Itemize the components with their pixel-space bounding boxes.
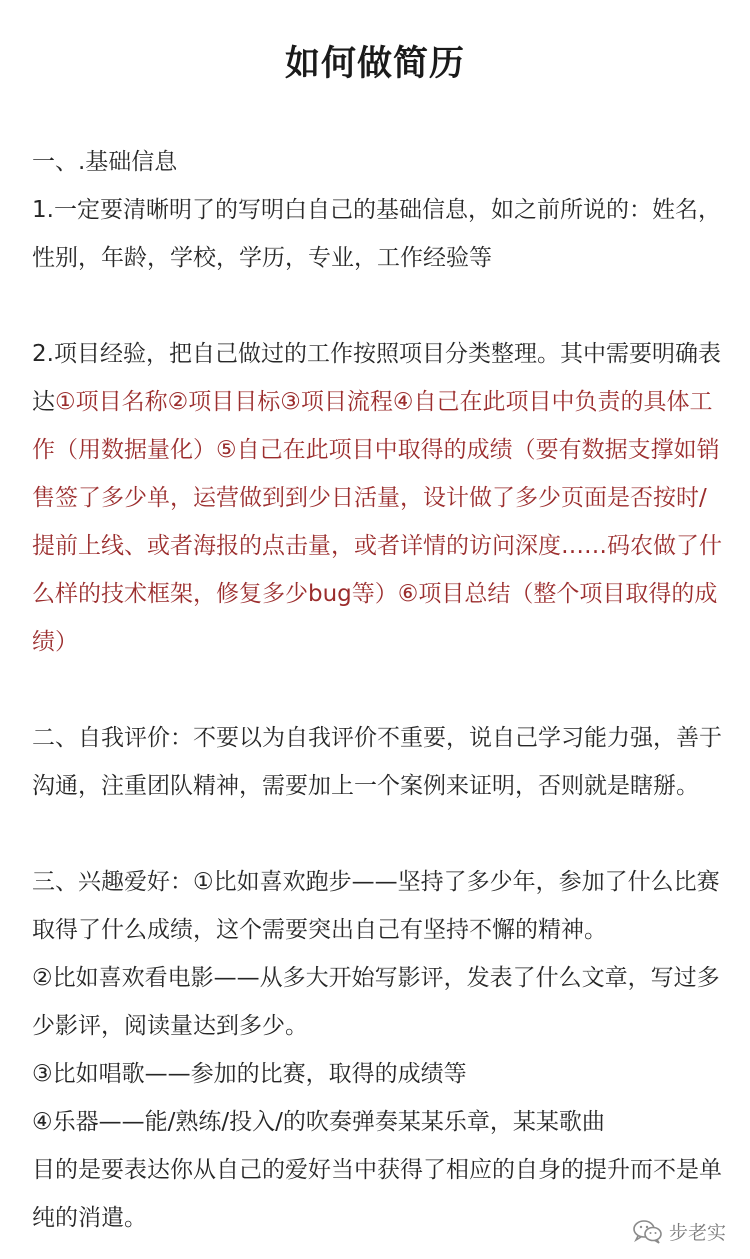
section3-line4: ④乐器——能/熟练/投入/的吹奏弹奏某某乐章，某某歌曲 [32, 1109, 605, 1135]
paragraph-gap [32, 666, 722, 714]
document-body [32, 138, 722, 1242]
section3-line5: 目的是要表达你从自己的爱好当中获得了相应的自身的提升而不是单纯的消遣。 [32, 1157, 722, 1231]
paragraph-gap [32, 810, 722, 858]
section1-item1: 1.一定要清晰明了的写明白自己的基础信息，如之前所说的：姓名，性别，年龄，学校，学历，专业，工作经验等 [32, 197, 721, 271]
item2-lead: 2.项目经验，把自己做过的工作按照项目分类整理。其中需要明确表达 [32, 341, 721, 415]
section1-heading: 一、.基础信息 [32, 149, 178, 175]
section2-text: 二、自我评价：不要以为自我评价不重要，说自己学习能力强，善于沟通，注重团队精神，需要加上一个案例来证明，否则就是瞎掰。 [32, 725, 722, 799]
section3-line2: ②比如喜欢看电影——从多大开始写影评，发表了什么文章，写过多少影评，阅读量达到多少。 [32, 965, 720, 1039]
item2-highlight: ①项目名称②项目目标③项目流程④自己在此项目中负责的具体工作（用数据量化）⑤自己在此项目中取得的成绩（要有数据支撑如销售签了多少单，运营做到到少日活量，设计做了多少页面是否按时/提前上线、或者海报的点击量，或者详情的访问深度……码农做了什么样的技术框架，修复多少bug等）⑥项目总结（整个项目取得的成绩） [32, 389, 722, 655]
section3-line1: 三、兴趣爱好：①比如喜欢跑步——坚持了多少年，参加了什么比赛取得了什么成绩，这个需要突出自己有坚持不懈的精神。 [32, 869, 720, 943]
section1-item2 [32, 330, 722, 666]
watermark [633, 1218, 726, 1245]
page-title: 如何做简历 [284, 44, 465, 84]
wechat-icon [633, 1219, 663, 1245]
watermark-text: 步老实 [668, 1222, 726, 1244]
section3-line3: ③比如唱歌——参加的比赛，取得的成绩等 [32, 1061, 467, 1087]
paragraph-gap [32, 282, 722, 330]
